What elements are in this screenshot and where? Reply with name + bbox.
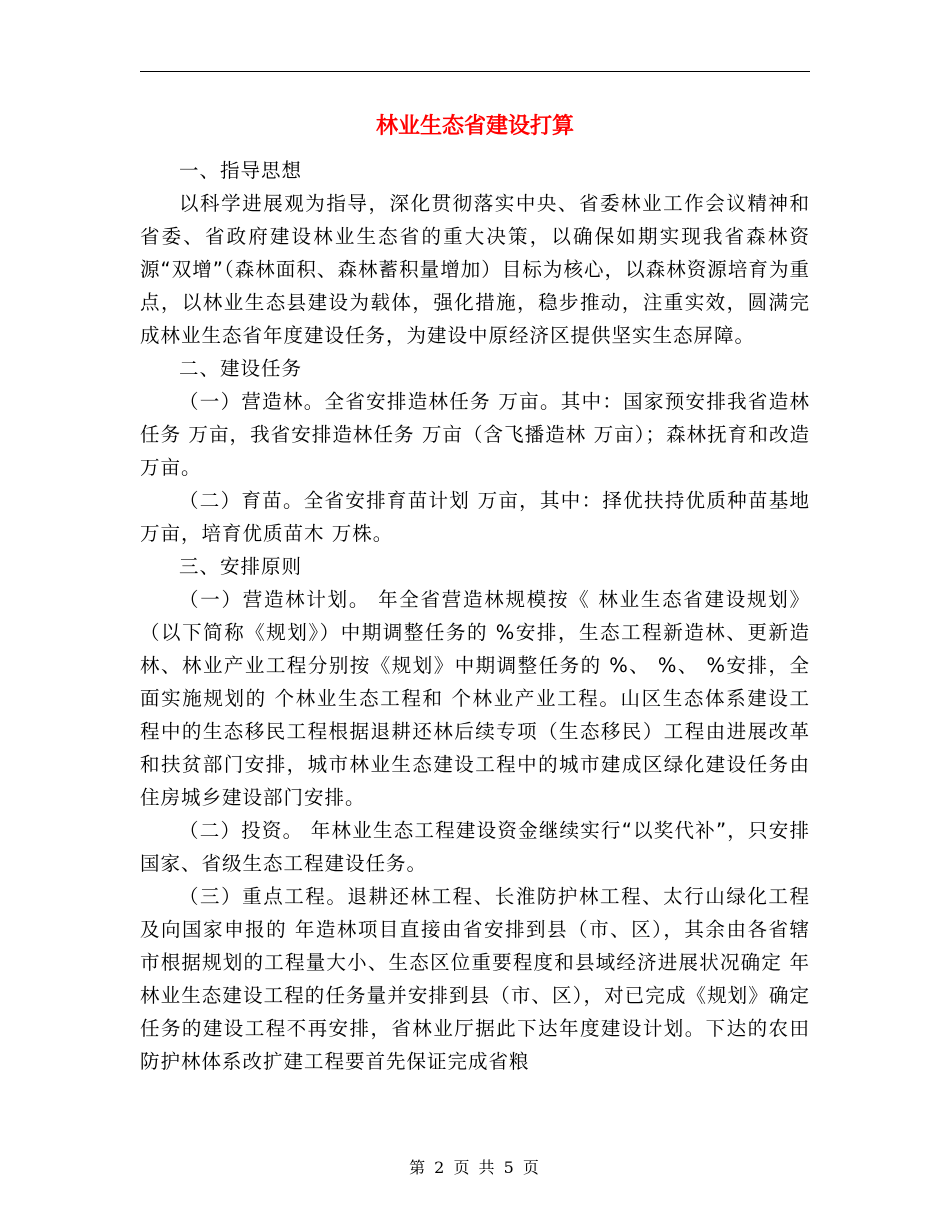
page-footer: 第 2 页 共 5 页 [409, 1158, 541, 1177]
paragraph-key-projects: （三）重点工程。退耕还林工程、长淮防护林工程、太行山绿化工程及向国家申报的 年造林项目直接由省安排到县（市、区），其余由各省辖市根据规划的工程量大小、生态区位重要程度和县域经济进展状况确定 年林业生态建设工程的任务量并安排到县（市、区），对已完成《规划》确定任务的建设工程不再安排，省林业厅据此下达年度建设计划。下达的农田防护林体系改扩建工程要首先保证完成省粮 [140, 885, 810, 1073]
document-title: 林业生态省建设打算 [375, 113, 574, 139]
section-heading-guiding-thought: 一、指导思想 [179, 159, 303, 182]
paragraph-afforestation: （一）营造林。全省安排造林任务 万亩。其中：国家预安排我省造林任务 万亩，我省安排造林任务 万亩（含飞播造林 万亩）；森林抚育和改造 万亩。 [140, 390, 810, 479]
paragraph-investment: （二）投资。 年林业生态工程建设资金继续实行“以奖代补”，只安排国家、省级生态工程建设任务。 [140, 819, 810, 875]
section-heading-construction-tasks: 二、建设任务 [179, 357, 303, 380]
paragraph-nursery: （二）育苗。全省安排育苗计划 万亩，其中：择优扶持优质种苗基地 万亩，培育优质苗木 万株。 [140, 489, 810, 545]
header-rule [140, 71, 810, 72]
document-body [140, 154, 810, 1078]
paragraph-afforestation-plan: （一）营造林计划。 年全省营造林规模按《 林业生态省建设规划》（以下简称《规划》）中期调整任务的 %安排，生态工程新造林、更新造林、林业产业工程分别按《规划》中期调整任务的 %、 %、 %安排，全面实施规划的 个林业生态工程和 个林业产业工程。山区生态体系建设工程中的生态移民工程根据退耕还林后续专项（生态移民）工程由进展改革和扶贫部门安排，城市林业生态建设工程中的城市建成区绿化建设任务由住房城乡建设部门安排。 [140, 588, 810, 809]
section-heading-arrangement-principles: 三、安排原则 [179, 555, 303, 578]
paragraph-guiding-thought: 以科学进展观为指导，深化贯彻落实中央、省委林业工作会议精神和省委、省政府建设林业生态省的重大决策，以确保如期实现我省森林资源“双增”（森林面积、森林蓄积量增加）目标为核心，以森林资源培育为重点，以林业生态县建设为载体，强化措施，稳步推动，注重实效，圆满完成林业生态省年度建设任务，为建设中原经济区提供坚实生态屏障。 [140, 192, 810, 347]
